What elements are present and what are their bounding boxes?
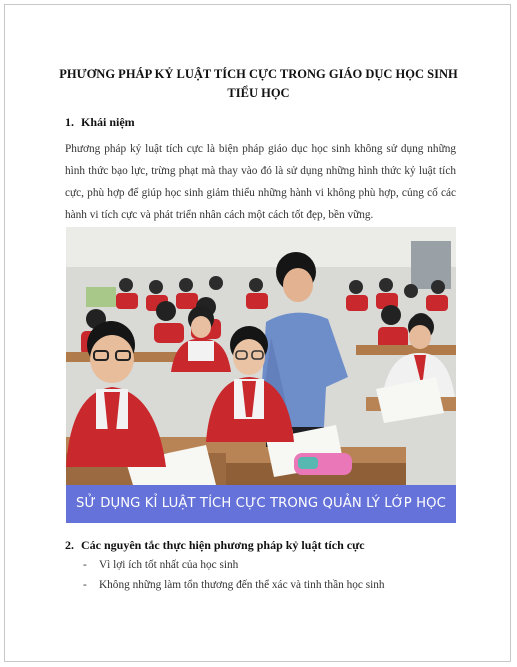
bullet-marker: - xyxy=(83,579,87,591)
section-2-heading xyxy=(65,538,365,553)
list-item-text: Không những làm tổn thương đến thể xác và tinh thần học sinh xyxy=(99,579,385,591)
section-1-number: 1. xyxy=(65,115,74,129)
classroom-illustration xyxy=(66,227,456,523)
list-item xyxy=(83,555,385,575)
section-1-paragraph: Phương pháp kỷ luật tích cực là biện pháp giáo dục học sinh không sử dụng những hình thức bạo lực, trừng phạt mà thay vào đó là sử dụng những hình thức kỷ luật tích cực, phù hợp để giúp học sinh giảm thiểu những hành vi không phù hợp, củng cố các hành vi tích cực và phát triển nhân cách một cách tốt đẹp, bền vững. xyxy=(65,143,456,221)
bullet-marker: - xyxy=(83,559,87,571)
section-1-heading xyxy=(65,115,135,130)
principles-list xyxy=(83,555,385,595)
list-item xyxy=(83,575,385,595)
list-item-text: Vì lợi ích tốt nhất của học sinh xyxy=(99,559,239,571)
classroom-photo xyxy=(66,227,456,523)
section-1-heading-text: Khái niệm xyxy=(81,115,135,129)
section-2-number: 2. xyxy=(65,538,74,552)
photo-caption: SỬ DỤNG KỈ LUẬT TÍCH CỰC TRONG QUẢN LÝ LỚP HỌC xyxy=(66,485,456,523)
document-title: PHƯƠNG PHÁP KỶ LUẬT TÍCH CỰC TRONG GIÁO DỤC HỌC SINH TIỂU HỌC xyxy=(59,67,458,100)
document-page xyxy=(4,4,511,662)
section-2-heading-text: Các nguyên tắc thực hiện phương pháp kỷ luật tích cực xyxy=(81,538,365,552)
